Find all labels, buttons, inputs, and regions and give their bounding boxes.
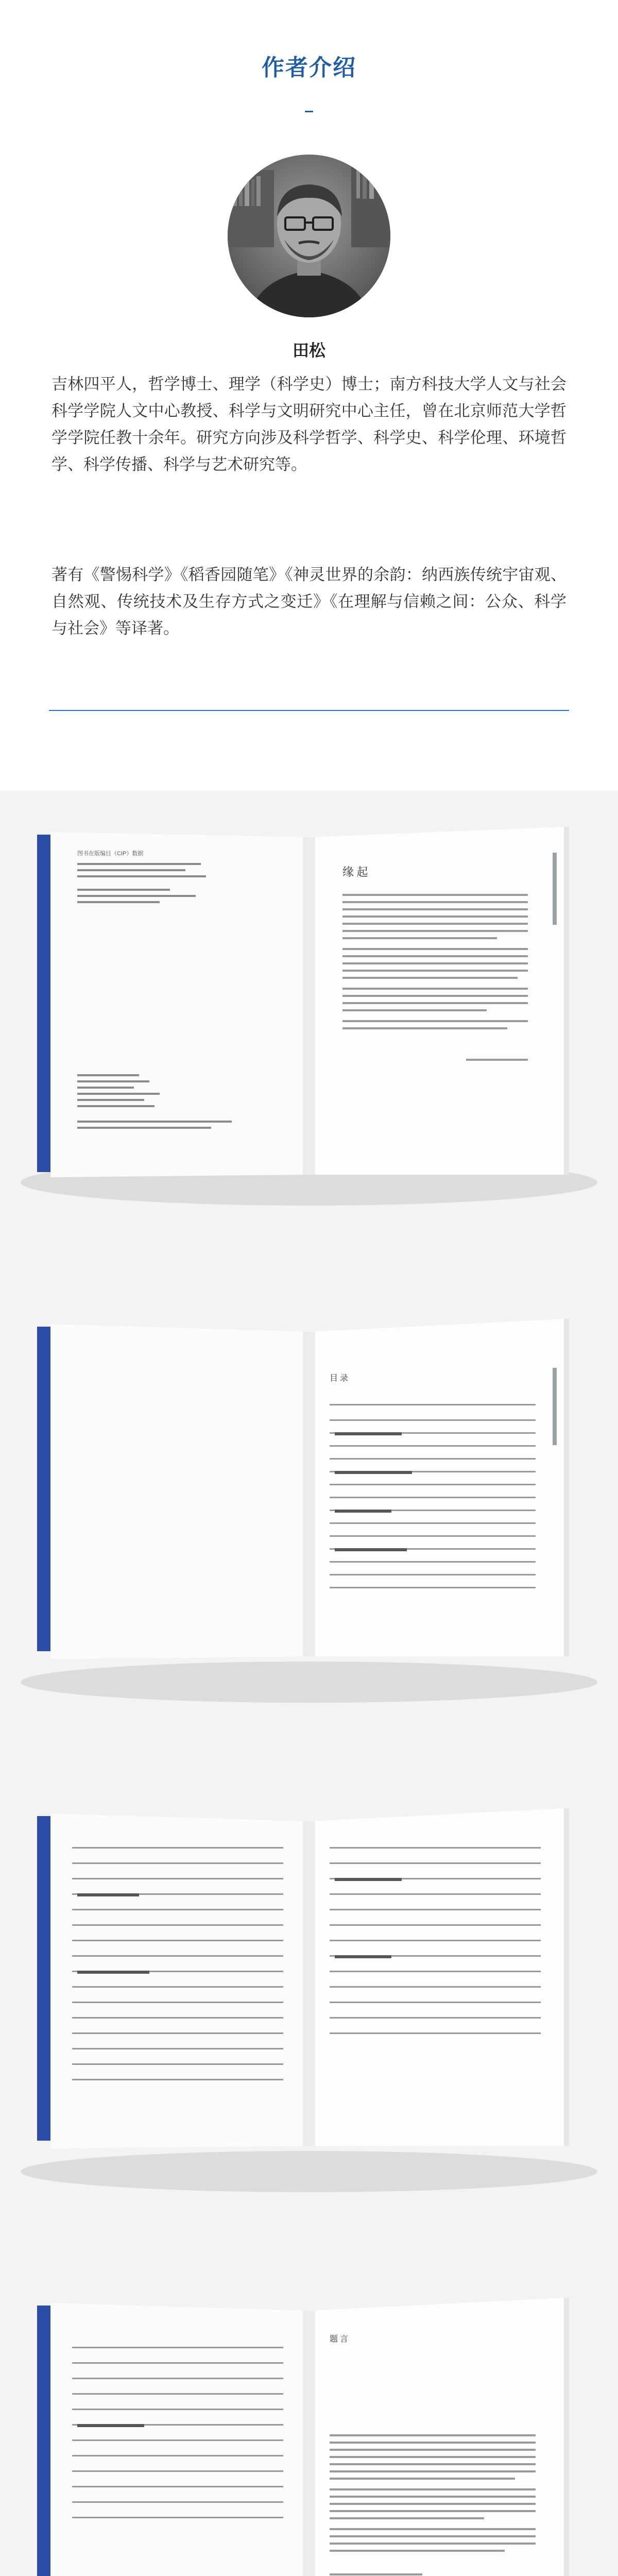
book-spread-photo-contents-2	[0, 1744, 618, 2233]
book-spread-photo-foreword	[0, 2233, 618, 2576]
book-spread-photo-contents	[0, 1255, 618, 1744]
preface-heading: 缘 起	[342, 866, 368, 878]
contents-heading: 目 录	[330, 1374, 349, 1383]
author-bio-paragraph: 吉林四平人，哲学博士、理学（科学史）博士；南方科技大学人文与社会科学学院人文中心教授、科学与文明研究中心主任，曾在北京师范大学哲学学院任教十余年。研究方向涉及科学哲学、科学史、科学伦理、环境哲学、科学传播、科学与艺术研究等。	[52, 375, 566, 474]
section-title: 作者介绍	[262, 55, 356, 81]
author-works-paragraph: 著有《警惕科学》《稻香园随笔》《神灵世界的余韵：纳西族传统宇宙观、自然观、传统技术及生存方式之变迁》《在理解与信赖之间：公众、科学与社会》等译著。	[52, 566, 566, 638]
section-divider-dash	[305, 111, 313, 112]
section-divider-line	[49, 710, 569, 711]
author-photo	[228, 155, 390, 317]
book-spread-photo-copyright-preface	[0, 791, 618, 1255]
author-name: 田松	[292, 341, 325, 360]
foreword-heading: 题 言	[330, 2335, 349, 2344]
copyright-heading: 图书在版编目（CIP）数据	[77, 851, 144, 857]
